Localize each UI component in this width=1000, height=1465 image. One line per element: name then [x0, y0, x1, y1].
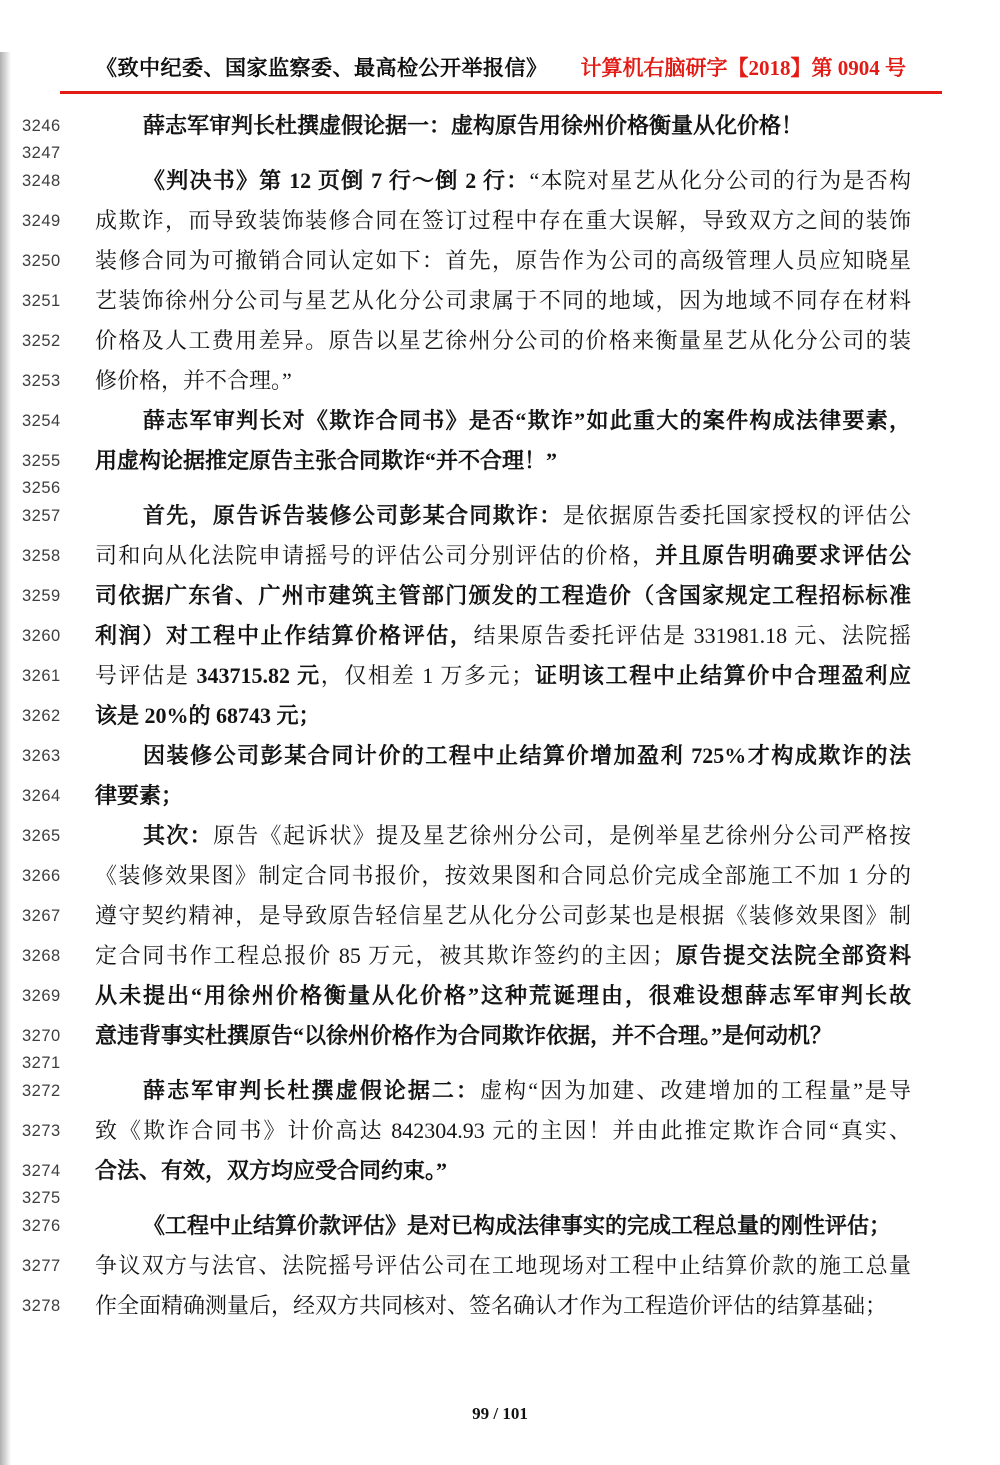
line-text: [95, 976, 911, 1016]
line-number: 3246: [22, 117, 61, 135]
line-number: 3266: [22, 867, 61, 885]
text-segment: 《装修效果图》制定合同书报价，按效果图和合同总价完成全部施工不加 1 分的: [95, 863, 911, 888]
line-number: 3276: [22, 1217, 61, 1235]
line-text: [95, 616, 911, 656]
text-segment: 定合同书作工程总报价 85 万元，被其欺诈签约的主因；: [95, 943, 675, 968]
line-text: [95, 736, 911, 776]
line-row: [22, 401, 1000, 441]
text-segment: 虚构“因为加建、改建增加的工程量”是导: [480, 1078, 911, 1103]
line-row: [22, 281, 1000, 321]
text-segment-bold: 《判决书》第 12 页倒 7 行～倒 2 行：: [143, 168, 530, 193]
line-row: [22, 936, 1000, 976]
text-segment: 争议双方与法官、法院摇号评估公司在工地现场对工程中止结算价款的施工总量: [95, 1253, 911, 1278]
line-row: [22, 736, 1000, 776]
blank-line-row: [22, 481, 1000, 496]
line-row: [22, 496, 1000, 536]
line-row: [22, 441, 1000, 481]
line-number: 3263: [22, 747, 61, 765]
text-segment: 是依据原告委托国家授权的评估公: [562, 503, 911, 528]
line-row: [22, 161, 1000, 201]
page-header: [60, 52, 942, 94]
text-segment-bold: 因装修公司彭某合同计价的工程中止结算价增加盈利 725%才构成欺诈的法: [143, 743, 911, 768]
text-segment-bold: 从未提出“用徐州价格衡量从化价格”这种荒诞理由，很难设想薛志军审判长故: [95, 983, 911, 1008]
text-segment: 司和向从化法院申请摇号的评估公司分别评估的价格，: [95, 543, 656, 568]
line-text: [95, 1286, 911, 1326]
line-row: [22, 976, 1000, 1016]
line-number: 3278: [22, 1297, 61, 1315]
line-row: [22, 576, 1000, 616]
text-segment-bold: 首先，原告诉告装修公司彭某合同欺诈：: [143, 503, 563, 528]
text-segment-bold: 薛志军审判长对《欺诈合同书》是否“欺诈”如此重大的案件构成法律要素，: [143, 408, 911, 433]
line-text: [95, 241, 911, 281]
text-segment-bold: 《工程中止结算价款评估》是对已构成法律事实的完成工程总量的刚性评估；: [143, 1213, 892, 1238]
line-number: 3269: [22, 987, 61, 1005]
blank-line-row: [22, 1056, 1000, 1071]
line-row: [22, 1246, 1000, 1286]
text-segment: 遵守契约精神，是导致原告轻信星艺从化分公司彭某也是根据《装修效果图》制: [95, 903, 911, 928]
line-text: [95, 1016, 911, 1056]
line-text: [95, 1071, 911, 1111]
text-segment: 结果原告委托评估是 331981.18 元、法院摇: [473, 623, 911, 648]
line-text: [95, 146, 911, 161]
line-number: 3248: [22, 172, 61, 190]
document-body-lines: [0, 106, 1000, 1326]
page-number-indicator: 99 / 101: [472, 1404, 528, 1423]
text-segment-bold: 该是 20%的 68743 元；: [95, 703, 321, 728]
line-text: [95, 816, 911, 856]
text-segment: 艺装饰徐州分公司与星艺从化分公司隶属于不同的地域，因为地域不同存在材料: [95, 288, 911, 313]
line-row: [22, 1206, 1000, 1246]
line-number: 3268: [22, 947, 61, 965]
line-number: 3264: [22, 787, 61, 805]
line-number: 3251: [22, 292, 61, 310]
line-text: [95, 281, 911, 321]
line-text: [95, 1191, 911, 1206]
line-row: [22, 241, 1000, 281]
line-text: [95, 106, 911, 146]
text-segment: 成欺诈，而导致装饰装修合同在签订过程中存在重大误解，导致双方之间的装饰: [95, 208, 911, 233]
line-text: [95, 161, 911, 201]
line-text: [95, 936, 911, 976]
text-segment: 作全面精确测量后，经双方共同核对、签名确认才作为工程造价评估的结算基础；: [95, 1293, 888, 1318]
line-number: 3273: [22, 1122, 61, 1140]
line-row: [22, 1111, 1000, 1151]
line-row: [22, 616, 1000, 656]
line-row: [22, 321, 1000, 361]
line-row: [22, 816, 1000, 856]
blank-line-row: [22, 146, 1000, 161]
line-text: [95, 536, 911, 576]
line-number: 3265: [22, 827, 61, 845]
line-text: [95, 656, 911, 696]
line-text: [95, 201, 911, 241]
line-number: 3271: [22, 1054, 61, 1072]
line-number: 3250: [22, 252, 61, 270]
line-number: 3254: [22, 412, 61, 430]
line-text: [95, 401, 911, 441]
text-segment-bold: 证明该工程中止结算价中合理盈利应: [533, 663, 911, 688]
line-row: [22, 776, 1000, 816]
line-text: [95, 1111, 911, 1151]
line-row: [22, 856, 1000, 896]
line-number: 3249: [22, 212, 61, 230]
text-segment-bold: 并且原告明确要求评估公: [655, 543, 911, 568]
text-segment-bold: 薛志军审判长杜撰虚假论据二：: [143, 1078, 481, 1103]
line-number: 3261: [22, 667, 61, 685]
line-row: [22, 106, 1000, 146]
text-segment-bold: 原告提交法院全部资料: [674, 943, 911, 968]
text-segment: “本院对星艺从化分公司的行为是否构: [529, 168, 911, 193]
line-row: [22, 536, 1000, 576]
line-row: [22, 1151, 1000, 1191]
line-number: 3277: [22, 1257, 61, 1275]
text-segment: ，仅相差 1 万多元；: [320, 663, 534, 688]
line-text: [95, 1206, 911, 1246]
text-segment-bold: 司依据广东省、广州市建筑主管部门颁发的工程造价（含国家规定工程招标标准: [95, 583, 911, 608]
line-number: 3274: [22, 1162, 61, 1180]
line-row: [22, 1286, 1000, 1326]
line-row: [22, 896, 1000, 936]
line-text: [95, 696, 911, 736]
text-segment: 价格及人工费用差异。原告以星艺徐州分公司的价格来衡量星艺从化分公司的装: [95, 328, 911, 353]
line-text: [95, 496, 911, 536]
text-segment-bold: 薛志军审判长杜撰虚假论据一：虚构原告用徐州价格衡量从化价格！: [143, 113, 804, 138]
line-text: [95, 576, 911, 616]
blank-line-row: [22, 1191, 1000, 1206]
line-text: [95, 441, 911, 481]
line-number: 3253: [22, 372, 61, 390]
line-number: 3262: [22, 707, 61, 725]
line-text: [95, 896, 911, 936]
line-row: [22, 1016, 1000, 1056]
text-segment: 原告《起诉状》提及星艺徐州分公司，是例举星艺徐州分公司严格按: [212, 823, 911, 848]
line-text: [95, 856, 911, 896]
line-row: [22, 201, 1000, 241]
line-text: [95, 361, 911, 401]
line-number: 3270: [22, 1027, 61, 1045]
text-segment: 致《欺诈合同书》计价高达 842304.93 元的主因！并由此推定欺诈合同“真实、: [95, 1118, 911, 1143]
line-text: [95, 321, 911, 361]
line-text: [95, 1056, 911, 1071]
text-segment-bold: 意违背事实杜撰原告“以徐州价格作为合同欺诈依据，并不合理。”是何动机？: [95, 1023, 833, 1048]
line-number: 3272: [22, 1082, 61, 1100]
line-row: [22, 696, 1000, 736]
text-segment-bold: 合法、有效，双方均应受合同约束。”: [95, 1158, 448, 1183]
text-segment-bold: 343715.82 元: [196, 663, 321, 688]
line-number: 3258: [22, 547, 61, 565]
line-row: [22, 656, 1000, 696]
text-segment: 修价格，并不合理。”: [95, 368, 292, 393]
line-row: [22, 1071, 1000, 1111]
line-number: 3260: [22, 627, 61, 645]
line-number: 3255: [22, 452, 61, 470]
header-title: 《致中纪委、国家监察委、最高检公开举报信》: [96, 56, 548, 80]
line-text: [95, 776, 911, 816]
line-text: [95, 1151, 911, 1191]
text-segment-bold: 用虚构论据推定原告主张合同欺诈“并不合理！”: [95, 448, 558, 473]
line-text: [95, 1246, 911, 1286]
line-number: 3267: [22, 907, 61, 925]
text-segment: 号评估是: [95, 663, 197, 688]
text-segment: 装修合同为可撤销合同认定如下：首先，原告作为公司的高级管理人员应知晓星: [95, 248, 911, 273]
line-number: 3256: [22, 479, 61, 497]
line-row: [22, 361, 1000, 401]
page-footer: [0, 1404, 1000, 1424]
line-number: 3275: [22, 1189, 61, 1207]
header-doc-number: 计算机右脑研字【2018】第 0904 号: [580, 56, 906, 80]
line-number: 3252: [22, 332, 61, 350]
text-segment-bold: 利润）对工程中止作结算价格评估，: [95, 623, 474, 648]
text-segment-bold: 律要素；: [95, 783, 184, 808]
line-number: 3257: [22, 507, 61, 525]
text-segment-bold: 其次：: [143, 823, 213, 848]
line-text: [95, 481, 911, 496]
line-number: 3247: [22, 144, 61, 162]
line-number: 3259: [22, 587, 61, 605]
